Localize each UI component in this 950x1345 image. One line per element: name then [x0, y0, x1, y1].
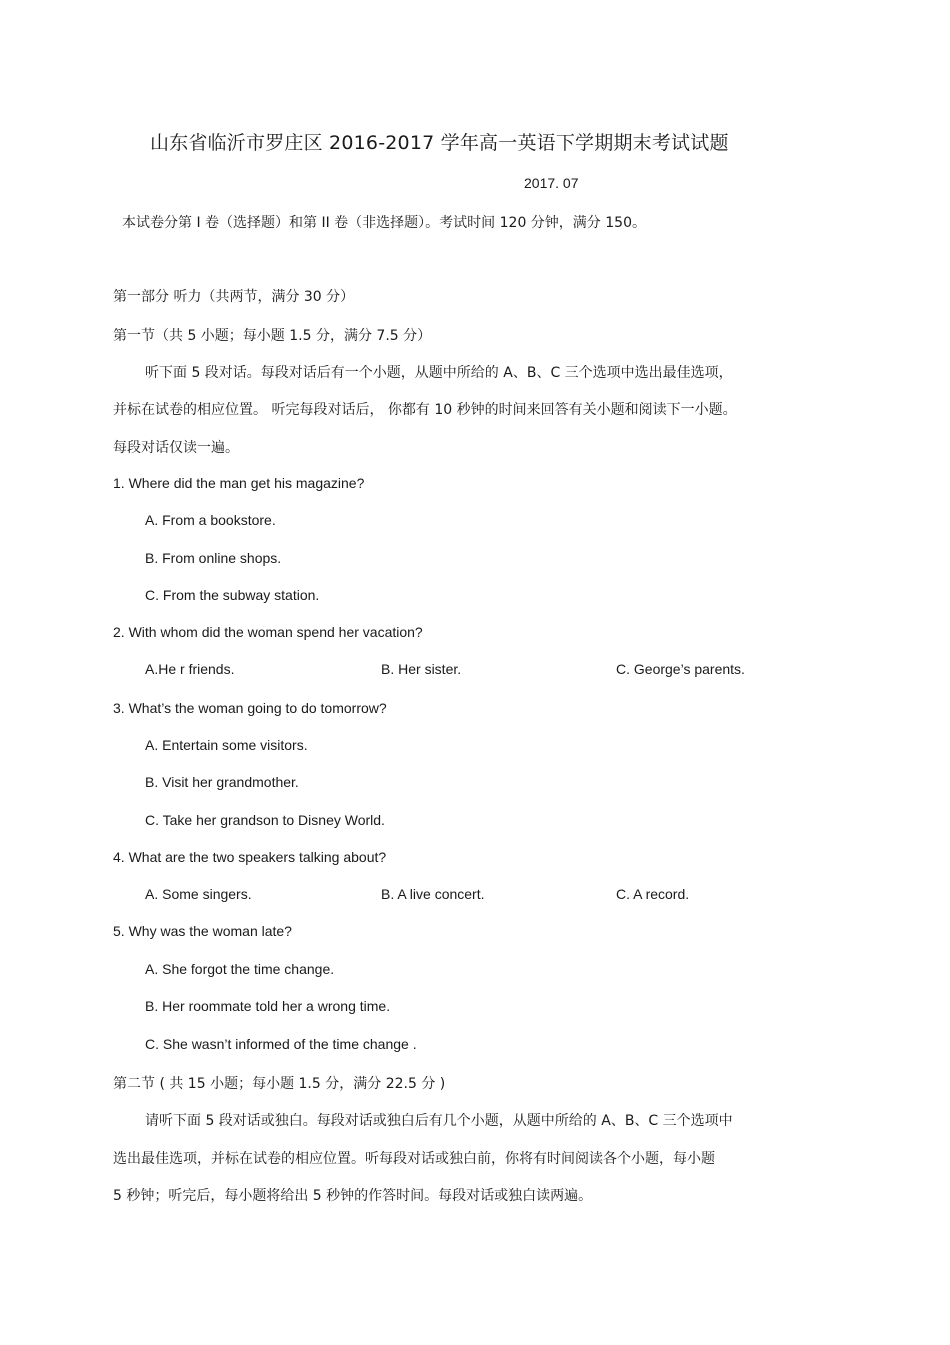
exam-intro: 本试卷分第 I 卷（选择题）和第 II 卷（非选择题）。考试时间 120 分钟，满分 150。 [122, 215, 646, 231]
question-2-option-a: A.He r friends. [145, 661, 235, 677]
question-3-option-b: B. Visit her grandmother. [145, 774, 299, 790]
question-3: 3. What’s the woman going to do tomorrow? [113, 700, 387, 716]
section2-instruction-line: 选出最佳选项，并标在试卷的相应位置。听每段对话或独白前，你将有时间阅读各个小题，每小题 [113, 1151, 715, 1167]
question-3-option-a: A. Entertain some visitors. [145, 737, 308, 753]
question-1: 1. Where did the man get his magazine? [113, 475, 365, 491]
question-5-option-b: B. Her roommate told her a wrong time. [145, 998, 391, 1014]
question-4: 4. What are the two speakers talking about? [113, 849, 387, 865]
question-4-option-a: A. Some singers. [145, 886, 252, 902]
page-title: 山东省临沂市罗庄区 2016-2017 学年高一英语下学期期末考试试题 [150, 132, 729, 154]
question-5-option-a: A. She forgot the time change. [145, 961, 335, 977]
question-2: 2. With whom did the woman spend her vacation? [113, 624, 423, 640]
section2-instruction-line: 请听下面 5 段对话或独白。每段对话或独白后有几个小题，从题中所给的 A、B、C 三个选项中 [145, 1113, 733, 1129]
section1-instruction-line: 听下面 5 段对话。每段对话后有一个小题，从题中所给的 A、B、C 三个选项中选出最佳选项， [145, 365, 733, 381]
section1-heading: 第一节（共 5 小题；每小题 1.5 分，满分 7.5 分） [113, 328, 432, 344]
question-2-option-c: C. George’s parents. [616, 661, 745, 677]
section1-instruction-line: 并标在试卷的相应位置。 听完每段对话后， 你都有 10 秒钟的时间来回答有关小题和阅读下一小题。 [113, 402, 737, 418]
question-3-option-c: C. Take her grandson to Disney World. [145, 812, 385, 828]
question-1-option-a: A. From a bookstore. [145, 512, 276, 528]
question-4-option-b: B. A live concert. [381, 886, 485, 902]
section2-heading: 第二节 ( 共 15 小题；每小题 1.5 分，满分 22.5 分 ) [113, 1076, 446, 1092]
question-2-option-b: B. Her sister. [381, 661, 462, 677]
exam-date: 2017. 07 [524, 175, 579, 191]
question-1-option-b: B. From online shops. [145, 550, 282, 566]
question-5-option-c: C. She wasn’t informed of the time change . [145, 1036, 417, 1052]
part1-heading: 第一部分 听力（共两节，满分 30 分） [113, 289, 355, 305]
question-4-option-c: C. A record. [616, 886, 690, 902]
question-1-option-c: C. From the subway station. [145, 587, 320, 603]
section2-instruction-line: 5 秒钟；听完后，每小题将给出 5 秒钟的作答时间。每段对话或独白读两遍。 [113, 1188, 593, 1204]
section1-instruction-line: 每段对话仅读一遍。 [113, 440, 239, 456]
question-5: 5. Why was the woman late? [113, 923, 292, 939]
